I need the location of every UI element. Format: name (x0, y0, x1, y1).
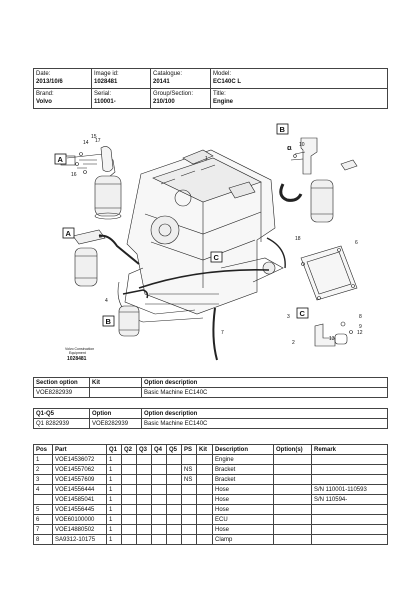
cell-description: Hose (213, 485, 274, 495)
cell-pos: 2 (34, 465, 53, 475)
column-header-description: Description (213, 445, 274, 455)
cell-pos: 7 (34, 525, 53, 535)
table-cell (90, 388, 142, 398)
serial-cell (92, 89, 151, 109)
cell-part: SA9312-10175 (53, 535, 107, 545)
cell-q4 (152, 485, 167, 495)
cell-q1: 1 (107, 535, 122, 545)
cell-q3 (137, 475, 152, 485)
part-label: 13 (329, 336, 335, 342)
table-header-row (34, 445, 388, 455)
cell-options (274, 455, 312, 465)
cell-q1: 1 (107, 515, 122, 525)
figure-caption-line2: Equipment (69, 351, 86, 355)
cell-description: Hose (213, 505, 274, 515)
column-header-q4: Q4 (152, 445, 167, 455)
column-header-options: Option(s) (274, 445, 312, 455)
part-label: 11 (287, 146, 293, 152)
cell-description: Hose (213, 495, 274, 505)
table-row (34, 388, 388, 398)
callout-c-main: C (213, 253, 219, 262)
cell-q3 (137, 505, 152, 515)
cell-q1: 1 (107, 505, 122, 515)
cell-ps (182, 455, 197, 465)
header-row (34, 69, 388, 89)
cell-options (274, 485, 312, 495)
part-label: 4 (105, 298, 108, 304)
column-header: Option (90, 409, 142, 419)
cell-pos: 3 (34, 475, 53, 485)
cell-q3 (137, 495, 152, 505)
date-cell (34, 69, 92, 89)
cell-description: ECU (213, 515, 274, 525)
cell-options (274, 535, 312, 545)
cell-q3 (137, 525, 152, 535)
column-header-pos: Pos (34, 445, 53, 455)
column-header-q3: Q3 (137, 445, 152, 455)
image-id-label: Image id: (94, 71, 119, 77)
part-label: 8 (359, 314, 362, 320)
table-row (34, 495, 388, 505)
cell-q5 (167, 505, 182, 515)
cell-part: VOE60100000 (53, 515, 107, 525)
cell-q1: 1 (107, 455, 122, 465)
brand-value: Volvo (36, 99, 52, 105)
image-id-value: 1028481 (94, 79, 118, 85)
cell-q4 (152, 535, 167, 545)
column-header: Option description (142, 409, 388, 419)
detail-c-bracket (315, 322, 353, 346)
cell-q5 (167, 515, 182, 525)
part-label: 17 (95, 138, 101, 144)
cell-options (274, 465, 312, 475)
table-cell: VOE8282939 (34, 388, 90, 398)
cell-pos (34, 495, 53, 505)
column-header-q5: Q5 (167, 445, 182, 455)
part-label: 12 (357, 330, 363, 336)
cell-remark: S/N 110594- (312, 495, 388, 505)
cell-options (274, 475, 312, 485)
detail-c-ecu (301, 246, 357, 300)
part-label: 10 (299, 142, 305, 148)
cell-q3 (137, 535, 152, 545)
part-label: 9 (359, 324, 362, 330)
cell-ps (182, 515, 197, 525)
cell-kit (197, 475, 213, 485)
cell-ps: NS (182, 465, 197, 475)
cell-q2 (122, 465, 137, 475)
cell-remark (312, 525, 388, 535)
cell-ps: NS (182, 475, 197, 485)
table-row (34, 515, 388, 525)
cell-q3 (137, 465, 152, 475)
cell-ps (182, 505, 197, 515)
part-label: 3 (287, 314, 290, 320)
table-header-row (34, 378, 388, 388)
serial-value: 110001- (94, 99, 116, 105)
table-row (34, 465, 388, 475)
cell-description: Bracket (213, 465, 274, 475)
cell-q1: 1 (107, 485, 122, 495)
column-header: Kit (90, 378, 142, 388)
cell-ps (182, 485, 197, 495)
cell-description: Clamp (213, 535, 274, 545)
column-header-remark: Remark (312, 445, 388, 455)
cell-pos: 5 (34, 505, 53, 515)
filter-b (119, 290, 148, 336)
cell-q2 (122, 475, 137, 485)
catalogue-value: 20141 (153, 79, 170, 85)
table-cell: Q1 8282939 (34, 419, 90, 429)
image-id-cell (92, 69, 151, 89)
callout-c-inset: C (299, 309, 305, 318)
cell-q1: 1 (107, 475, 122, 485)
table-cell: Basic Machine EC140C (142, 419, 388, 429)
model-value: EC140C L (213, 79, 242, 85)
figure-caption-id: 1028481 (67, 356, 87, 362)
title-value: Engine (213, 99, 234, 105)
cell-q1: 1 (107, 495, 122, 505)
part-label: 15 (91, 134, 97, 140)
engine-block (118, 150, 283, 322)
group-value: 210/100 (153, 99, 175, 105)
table-row (34, 455, 388, 465)
date-value: 2013/10/6 (36, 79, 63, 85)
catalogue-label: Catalogue: (153, 71, 183, 77)
cell-pos: 1 (34, 455, 53, 465)
callout-a-inset: A (57, 155, 63, 164)
table-cell: Basic Machine EC140C (142, 388, 388, 398)
part-label: 5 (99, 234, 102, 240)
cell-q3 (137, 485, 152, 495)
header-info-table (33, 68, 388, 109)
cell-description: Hose (213, 525, 274, 535)
cell-remark (312, 515, 388, 525)
cell-q5 (167, 525, 182, 535)
cell-q4 (152, 455, 167, 465)
engine-exploded-drawing (33, 118, 387, 368)
cell-pos: 8 (34, 535, 53, 545)
cell-pos: 6 (34, 515, 53, 525)
parts-list-table (33, 444, 388, 545)
cell-q2 (122, 515, 137, 525)
column-header-ps: PS (182, 445, 197, 455)
cell-q4 (152, 515, 167, 525)
part-label: 2 (292, 340, 295, 346)
brand-label: Brand: (36, 91, 54, 97)
cell-kit (197, 515, 213, 525)
column-header-kit: Kit (197, 445, 213, 455)
cell-remark (312, 455, 388, 465)
part-label: 16 (71, 172, 77, 178)
cell-kit (197, 535, 213, 545)
cell-options (274, 495, 312, 505)
cell-q5 (167, 485, 182, 495)
callout-b-main: B (105, 317, 111, 326)
part-label: 7 (221, 330, 224, 336)
cell-ps (182, 535, 197, 545)
header-row (34, 89, 388, 109)
cell-q2 (122, 505, 137, 515)
callout-a-main: A (65, 229, 71, 238)
serial-label: Serial: (94, 91, 112, 97)
cell-q5 (167, 495, 182, 505)
catalogue-cell (151, 69, 211, 89)
cell-q4 (152, 465, 167, 475)
model-cell (211, 69, 388, 89)
table-row (34, 485, 388, 495)
cell-pos: 4 (34, 485, 53, 495)
cell-part: VOE14585041 (53, 495, 107, 505)
cell-q2 (122, 485, 137, 495)
cell-q4 (152, 475, 167, 485)
cell-ps (182, 495, 197, 505)
detail-a-inset (61, 146, 121, 219)
model-label: Model: (213, 71, 232, 77)
parts-table-body (34, 455, 388, 545)
part-label: 18 (295, 236, 301, 242)
cell-remark: S/N 110001-110593 (312, 485, 388, 495)
section-option-table (33, 377, 388, 398)
cell-q5 (167, 465, 182, 475)
cell-kit (197, 485, 213, 495)
column-header: Q1-Q5 (34, 409, 90, 419)
part-label: 1 (205, 156, 208, 162)
column-header: Option description (142, 378, 388, 388)
table-row (34, 505, 388, 515)
cell-options (274, 515, 312, 525)
hose-7 (213, 308, 217, 360)
cell-description: Engine (213, 455, 274, 465)
cell-kit (197, 505, 213, 515)
table-row (34, 525, 388, 535)
column-header-q1: Q1 (107, 445, 122, 455)
table-row (34, 535, 388, 545)
cell-q1: 1 (107, 465, 122, 475)
cell-q5 (167, 535, 182, 545)
group-cell (151, 89, 211, 109)
table-cell: VOE8282939 (90, 419, 142, 429)
cell-options (274, 525, 312, 535)
cell-part: VOE14880502 (53, 525, 107, 535)
group-label: Group/Section: (153, 91, 194, 97)
column-header: Section option (34, 378, 90, 388)
cell-part: VOE14557062 (53, 465, 107, 475)
part-label: 6 (355, 240, 358, 246)
cell-options (274, 505, 312, 515)
table-row (34, 475, 388, 485)
cell-part: VOE14556445 (53, 505, 107, 515)
cell-q2 (122, 535, 137, 545)
cell-kit (197, 525, 213, 535)
cell-q3 (137, 515, 152, 525)
cell-q5 (167, 475, 182, 485)
part-label: 14 (83, 140, 89, 146)
cell-part: VOE14536072 (53, 455, 107, 465)
cell-q1: 1 (107, 525, 122, 535)
column-header-q2: Q2 (122, 445, 137, 455)
cell-remark (312, 505, 388, 515)
cell-ps (182, 525, 197, 535)
title-label: Title: (213, 91, 226, 97)
brand-cell (34, 89, 92, 109)
cell-remark (312, 475, 388, 485)
cell-kit (197, 455, 213, 465)
callout-b-inset: B (279, 125, 285, 134)
date-label: Date: (36, 71, 51, 77)
figure-caption-line1: Volvo Construction (65, 347, 95, 351)
cell-q2 (122, 525, 137, 535)
title-cell (211, 89, 388, 109)
cell-part: VOE14557609 (53, 475, 107, 485)
cell-q4 (152, 505, 167, 515)
cell-q2 (122, 455, 137, 465)
cell-part: VOE14556444 (53, 485, 107, 495)
cell-q4 (152, 525, 167, 535)
cell-kit (197, 465, 213, 475)
cell-remark (312, 465, 388, 475)
cell-q5 (167, 455, 182, 465)
q-option-table (33, 408, 388, 429)
table-header-row (34, 409, 388, 419)
cell-kit (197, 495, 213, 505)
cell-q4 (152, 495, 167, 505)
cell-q3 (137, 455, 152, 465)
table-row (34, 419, 388, 429)
cell-q2 (122, 495, 137, 505)
column-header-part: Part (53, 445, 107, 455)
cell-description: Bracket (213, 475, 274, 485)
cell-remark (312, 535, 388, 545)
